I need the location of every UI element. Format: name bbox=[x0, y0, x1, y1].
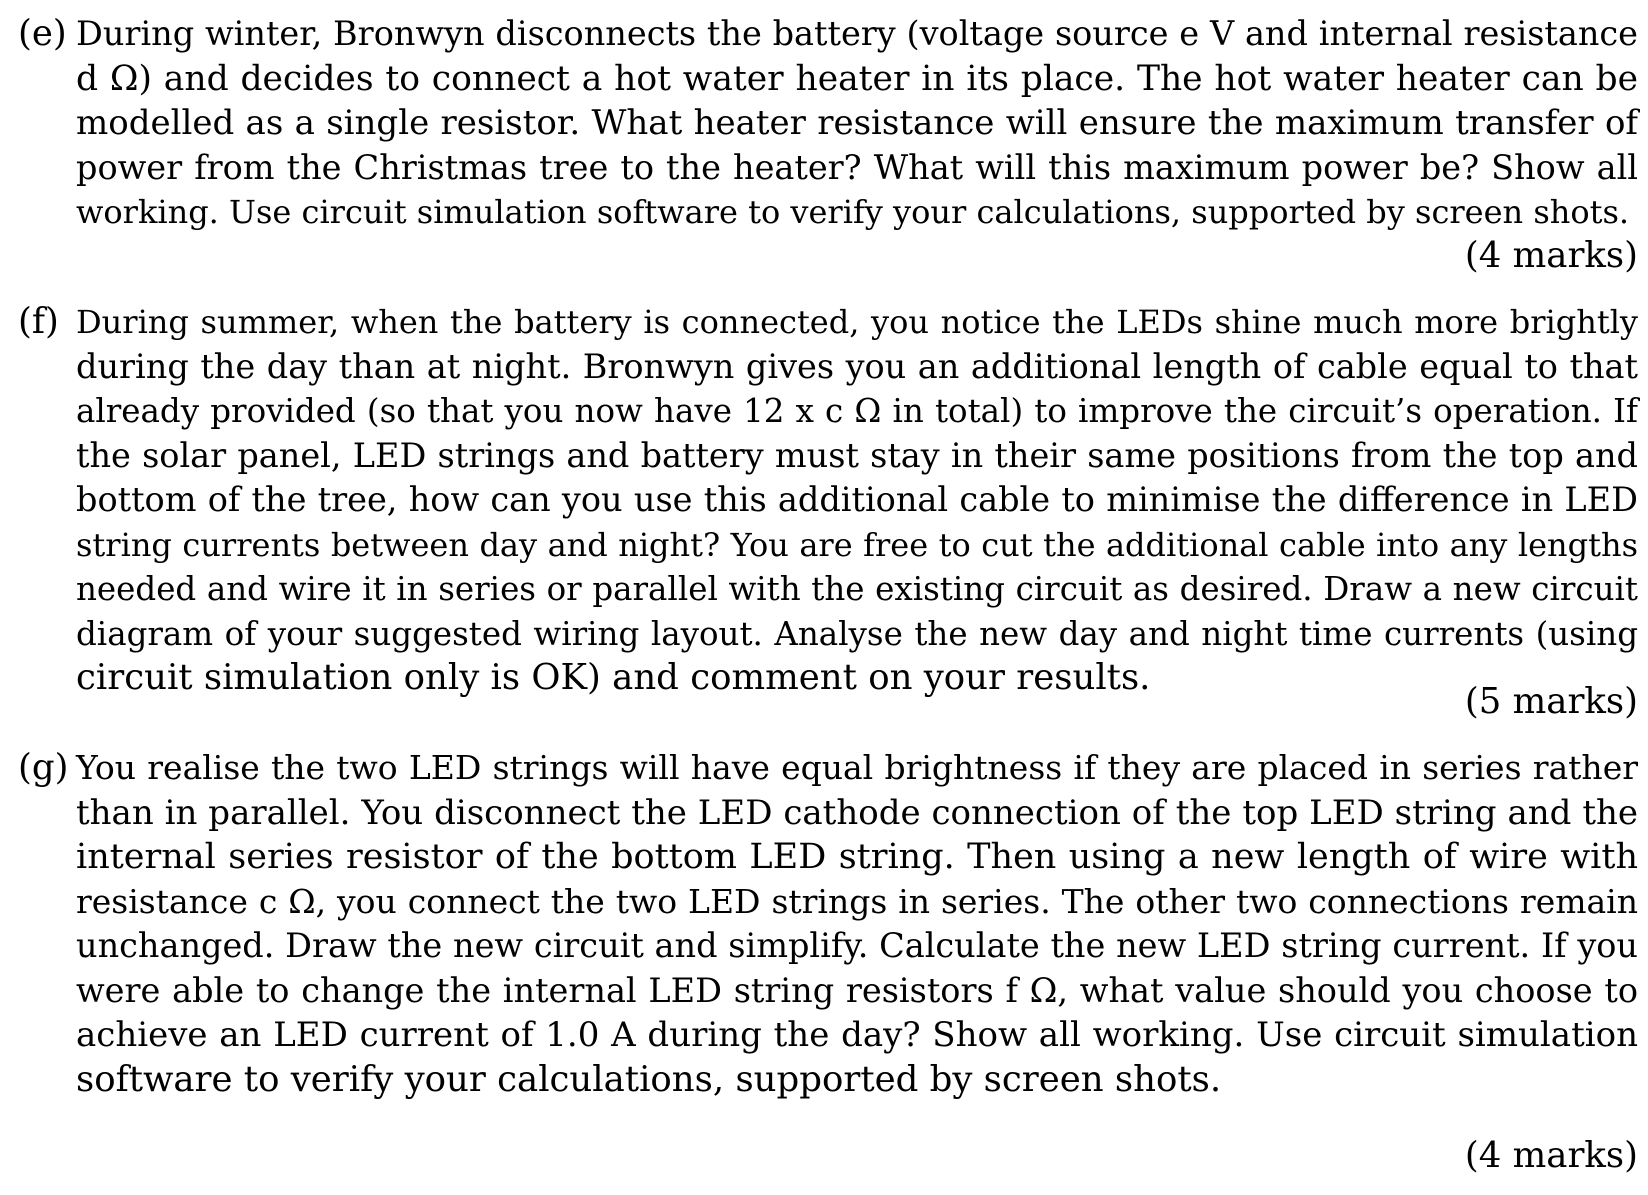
text-line: modelled as a single resistor. What heater resistance will ensure the maximum transfer of bbox=[76, 103, 1638, 143]
text-line: the solar panel, LED strings and battery must stay in their same positions from the top and bbox=[76, 435, 1638, 475]
text-line: You realise the two LED strings will have equal brightness if they are placed in series rather bbox=[76, 748, 1638, 787]
question-text bbox=[76, 746, 1638, 1102]
question-label: (g) bbox=[18, 747, 69, 788]
text-line: d Ω) and decides to connect a hot water heater in its place. The hot water heater can be bbox=[76, 58, 1638, 99]
question-text bbox=[76, 12, 1638, 235]
text-line: achieve an LED current of 1.0 A during the day? Show all working. Use circuit simulation bbox=[76, 1015, 1638, 1055]
text-line: working. Use circuit simulation software to verify your calculations, supported by screen shots. bbox=[76, 193, 1630, 231]
marks-label: (5 marks) bbox=[1464, 681, 1638, 722]
text-line: During summer, when the battery is connected, you notice the LEDs shine much more brightly bbox=[76, 303, 1638, 341]
text-line: already provided (so that you now have 12 x c Ω in total) to improve the circuit’s operation. If bbox=[76, 392, 1638, 430]
text-line: bottom of the tree, how can you use this additional cable to minimise the difference in LED bbox=[76, 480, 1638, 519]
text-line: than in parallel. You disconnect the LED cathode connection of the top LED string and the bbox=[76, 792, 1638, 833]
text-line: resistance c Ω, you connect the two LED strings in series. The other two connections remain bbox=[76, 881, 1638, 921]
marks-label: (4 marks) bbox=[1464, 1135, 1638, 1176]
question-text bbox=[76, 300, 1638, 701]
text-line: unchanged. Draw the new circuit and simplify. Calculate the new LED string current. If you bbox=[76, 926, 1638, 965]
text-line: power from the Christmas tree to the heater? What will this maximum power be? Show all bbox=[76, 147, 1638, 187]
text-line: diagram of your suggested wiring layout. Analyse the new day and night time currents (using bbox=[76, 614, 1638, 653]
text-line: string currents between day and night? You are free to cut the additional cable into any lengths bbox=[76, 525, 1638, 564]
text-line: circuit simulation only is OK) and comment on your results. bbox=[76, 657, 1151, 698]
text-line: internal series resistor of the bottom LED string. Then using a new length of wire with bbox=[76, 837, 1638, 877]
text-line: needed and wire it in series or parallel with the existing circuit as desired. Draw a new circuit bbox=[76, 570, 1638, 608]
text-line: software to verify your calculations, supported by screen shots. bbox=[76, 1058, 1222, 1100]
text-line: during the day than at night. Bronwyn gives you an additional length of cable equal to that bbox=[76, 346, 1638, 386]
text-line: During winter, Bronwyn disconnects the battery (voltage source e V and internal resistance bbox=[76, 14, 1638, 53]
text-line: were able to change the internal LED string resistors f Ω, what value should you choose to bbox=[76, 970, 1638, 1010]
question-label: (f) bbox=[18, 301, 59, 342]
question-label: (e) bbox=[18, 13, 67, 54]
marks-label: (4 marks) bbox=[1464, 235, 1638, 276]
